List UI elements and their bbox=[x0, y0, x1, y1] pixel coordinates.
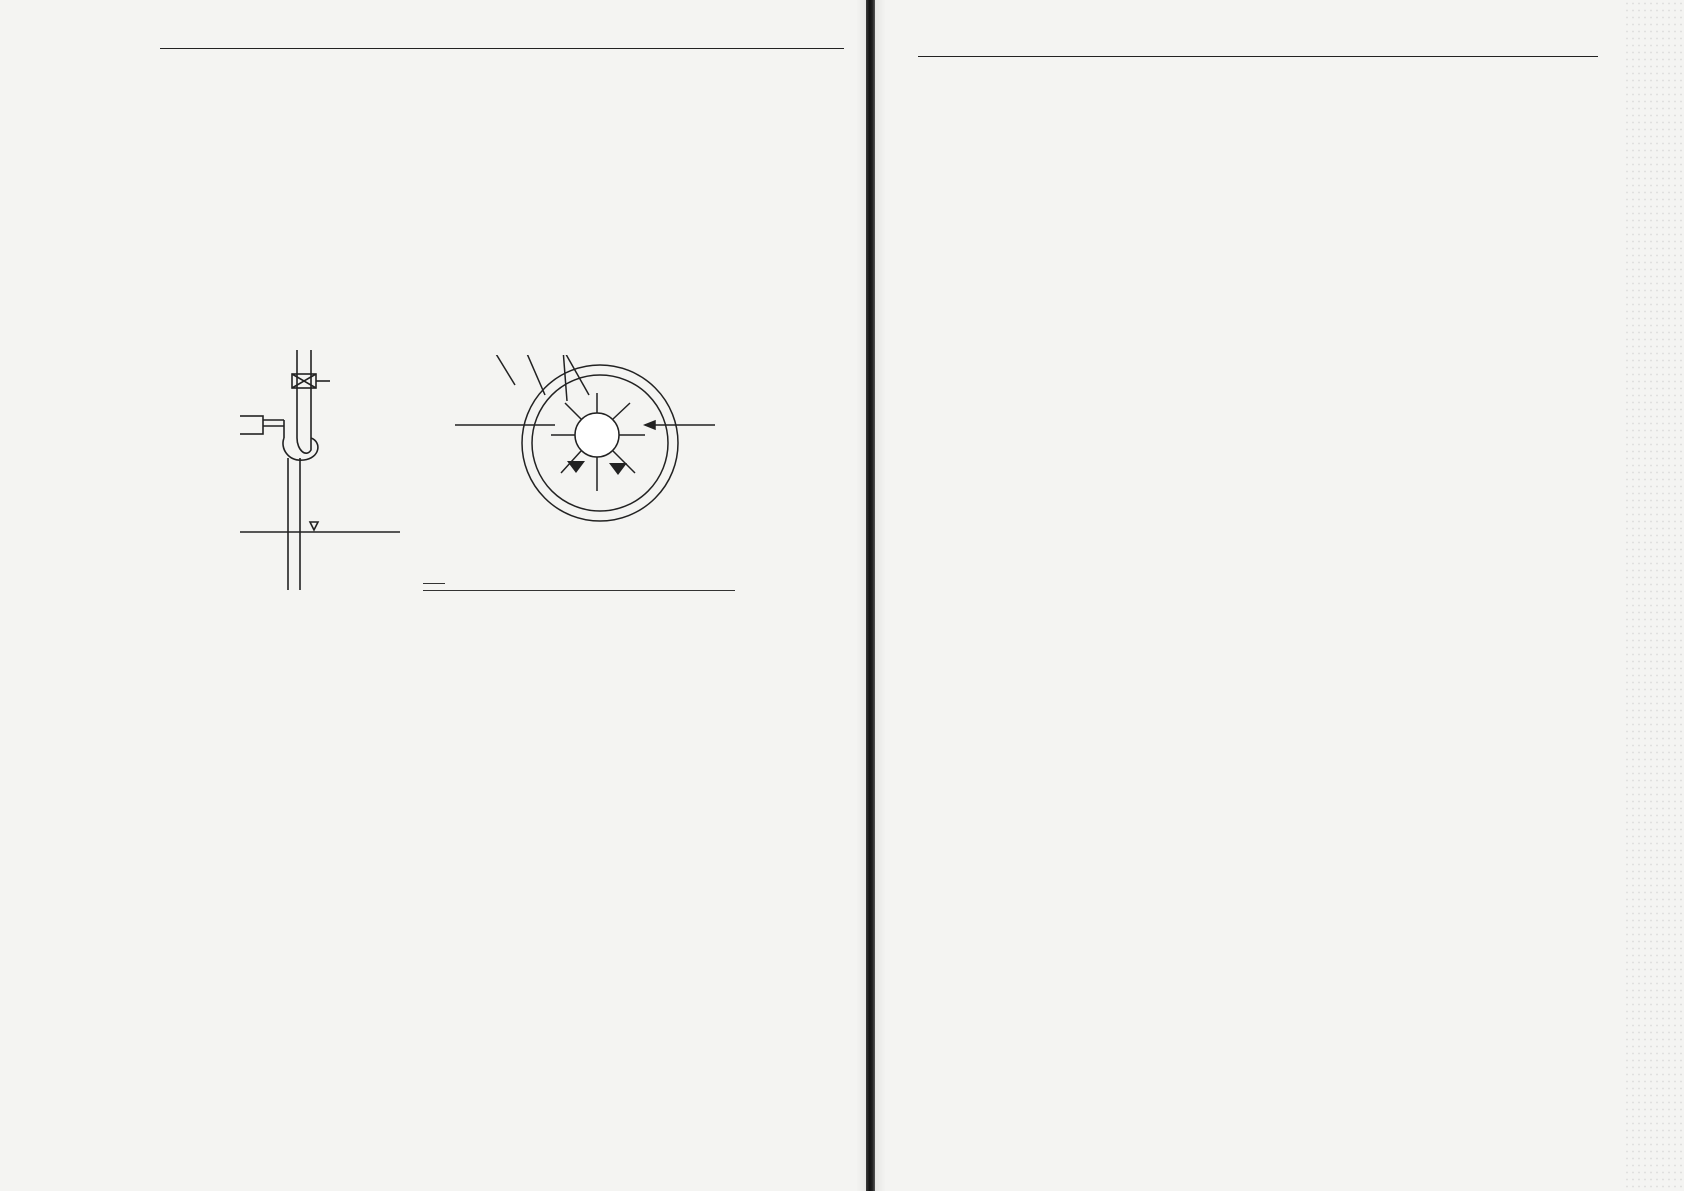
left-header bbox=[160, 18, 844, 49]
caption-arrow-mark bbox=[423, 583, 445, 584]
caption-rule bbox=[423, 590, 735, 591]
figure-17-4-diagram bbox=[455, 355, 745, 530]
right-page bbox=[880, 0, 1684, 1191]
figure-17-3-diagram bbox=[240, 350, 400, 600]
right-header bbox=[918, 26, 1598, 57]
